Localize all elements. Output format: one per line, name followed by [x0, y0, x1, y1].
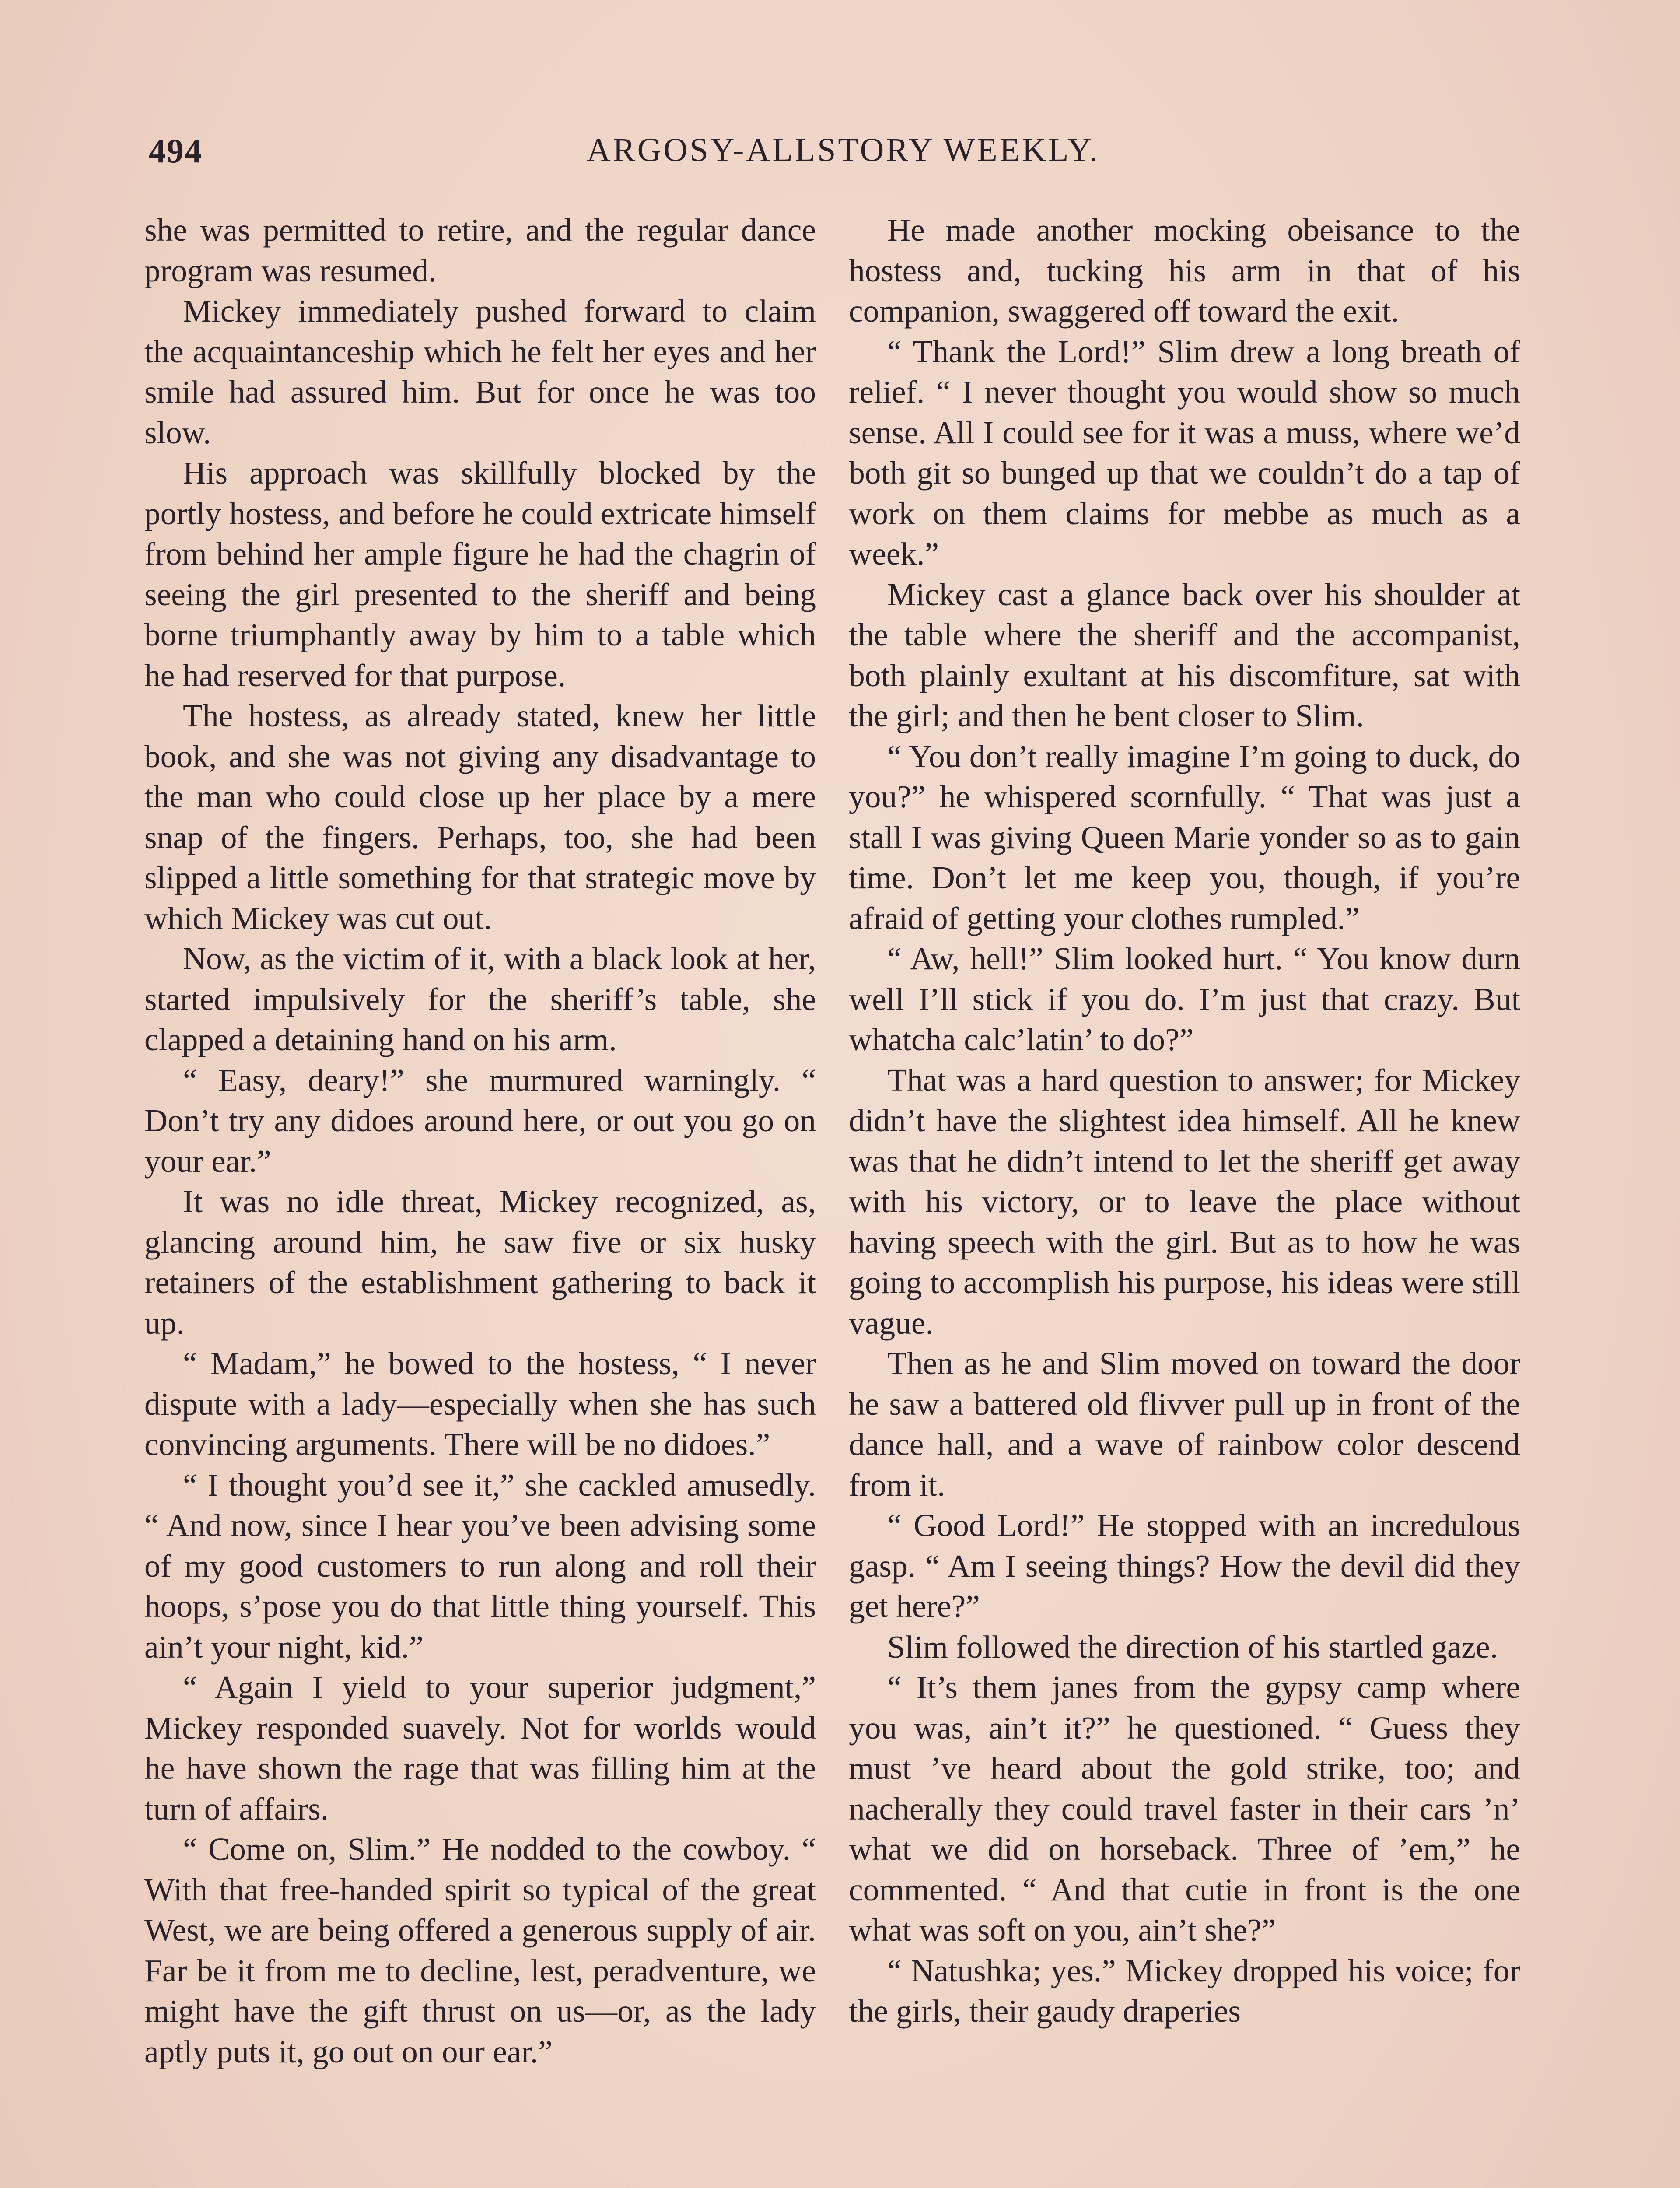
paragraph: Then as he and Slim moved on toward the door he saw a battered old flivver pull up in front of the dance hall, and a wave of rainbow color descend from it. [849, 1346, 1520, 1503]
paragraph: “ Thank the Lord!” Slim drew a long breath of relief. “ I never thought you would show so much sense. All I could see for it was a muss, where we’d both git so bunged up that we couldn’t do a tap of work on them claims for mebbe as much as a week.” [849, 333, 1520, 572]
paragraph: “ I thought you’d see it,” she cackled amusedly. “ And now, since I hear you’ve been advising some of my good customers to run along and roll their hoops, s’pose you do that little thing yourself. This ain’t your night, kid.” [144, 1467, 816, 1665]
paragraph: Mickey immediately pushed forward to claim the acquaintanceship which he felt her eyes and her smile had assured him. But for once he was too slow. [144, 293, 816, 450]
paragraph: “ Natushka; yes.” Mickey dropped his voice; for the girls, their gaudy draperies [849, 1953, 1520, 2029]
paragraph: “ It’s them janes from the gypsy camp where you was, ain’t it?” he questioned. “ Guess they must ’ve heard about the gold strike, too; and nacherally they could travel faster in their cars ’n’ what we did on horseback. Three of ’em,” he commented. “ And that cutie in front is the one what was soft on you, ain’t she?” [849, 1669, 1520, 1948]
paragraph: “ You don’t really imagine I’m going to duck, do you?” he whispered scornfully. “ That was just a stall I was giving Queen Marie yonder so as to gain time. Don’t let me keep you, though, if you’re afraid of getting your clothes rumpled.” [849, 738, 1520, 936]
paragraph: “ Easy, deary!” she murmured warningly. “ Don’t try any didoes around here, or out you go on your ear.” [144, 1062, 816, 1179]
paragraph: Mickey cast a glance back over his shoulder at the table where the sheriff and the accompanist, both plainly exultant at his discomfiture, sat with the girl; and then he bent closer to Slim. [849, 576, 1520, 733]
paragraph: It was no idle threat, Mickey recognized, as, glancing around him, he saw five or six husky retainers of the establishment gathering to back it up. [144, 1184, 816, 1341]
paragraph: “ Again I yield to your superior judgment,” Mickey responded suavely. Not for worlds would he have shown the rage that was filling him at the turn of affairs. [144, 1669, 816, 1827]
paragraph: Slim followed the direction of his startled gaze. [887, 1629, 1498, 1665]
page-number: 494 [149, 132, 203, 170]
paragraph: Now, as the victim of it, with a black look at her, started impulsively for the sheriff’s table, she clapped a detaining hand on his arm. [144, 941, 816, 1057]
paragraph: His approach was skillfully blocked by the portly hostess, and before he could extricate himself from behind her ample figure he had the chagrin of seeing the girl presented to the sheriff and being borne triumphantly away by him to a table which he had reserved for that purpose. [144, 455, 816, 693]
right-column [849, 210, 1520, 2032]
paragraph: The hostess, as already stated, knew her little book, and she was not giving any disadvantage to the man who could close up her place by a mere snap of the fingers. Perhaps, too, she had been slipped a little something for that strategic move by which Mickey was cut out. [144, 698, 816, 936]
paragraph: she was permitted to retire, and the regular dance program was resumed. [144, 212, 816, 288]
page-header [149, 131, 1538, 184]
paragraph: “ Good Lord!” He stopped with an incredulous gasp. “ Am I seeing things? How the devil did they get here?” [849, 1508, 1520, 1624]
paragraph: That was a hard question to answer; for Mickey didn’t have the slightest idea himself. All he knew was that he didn’t intend to let the sheriff get away with his victory, or to leave the place without having speech with the girl. But as to how he was going to accomplish his purpose, his ideas were still vague. [849, 1062, 1520, 1341]
left-column [144, 210, 816, 2072]
paragraph: “ Madam,” he bowed to the hostess, “ I never dispute with a lady—especially when she has such convincing arguments. There will be no didoes.” [144, 1346, 816, 1462]
paragraph: He made another mocking obeisance to the hostess and, tucking his arm in that of his companion, swaggered off toward the exit. [849, 212, 1520, 329]
paragraph: “ Come on, Slim.” He nodded to the cowboy. “ With that free-handed spirit so typical of the great West, we are being offered a generous supply of air. Far be it from me to decline, lest, peradventure, we might have the gift thrust on us—or, as the lady aptly puts it, go out on our ear.” [144, 1831, 816, 2069]
running-head: ARGOSY-ALLSTORY WEEKLY. [587, 132, 1100, 168]
paragraph: “ Aw, hell!” Slim looked hurt. “ You know durn well I’ll stick if you do. I’m just that crazy. But whatcha calc’latin’ to do?” [849, 941, 1520, 1057]
